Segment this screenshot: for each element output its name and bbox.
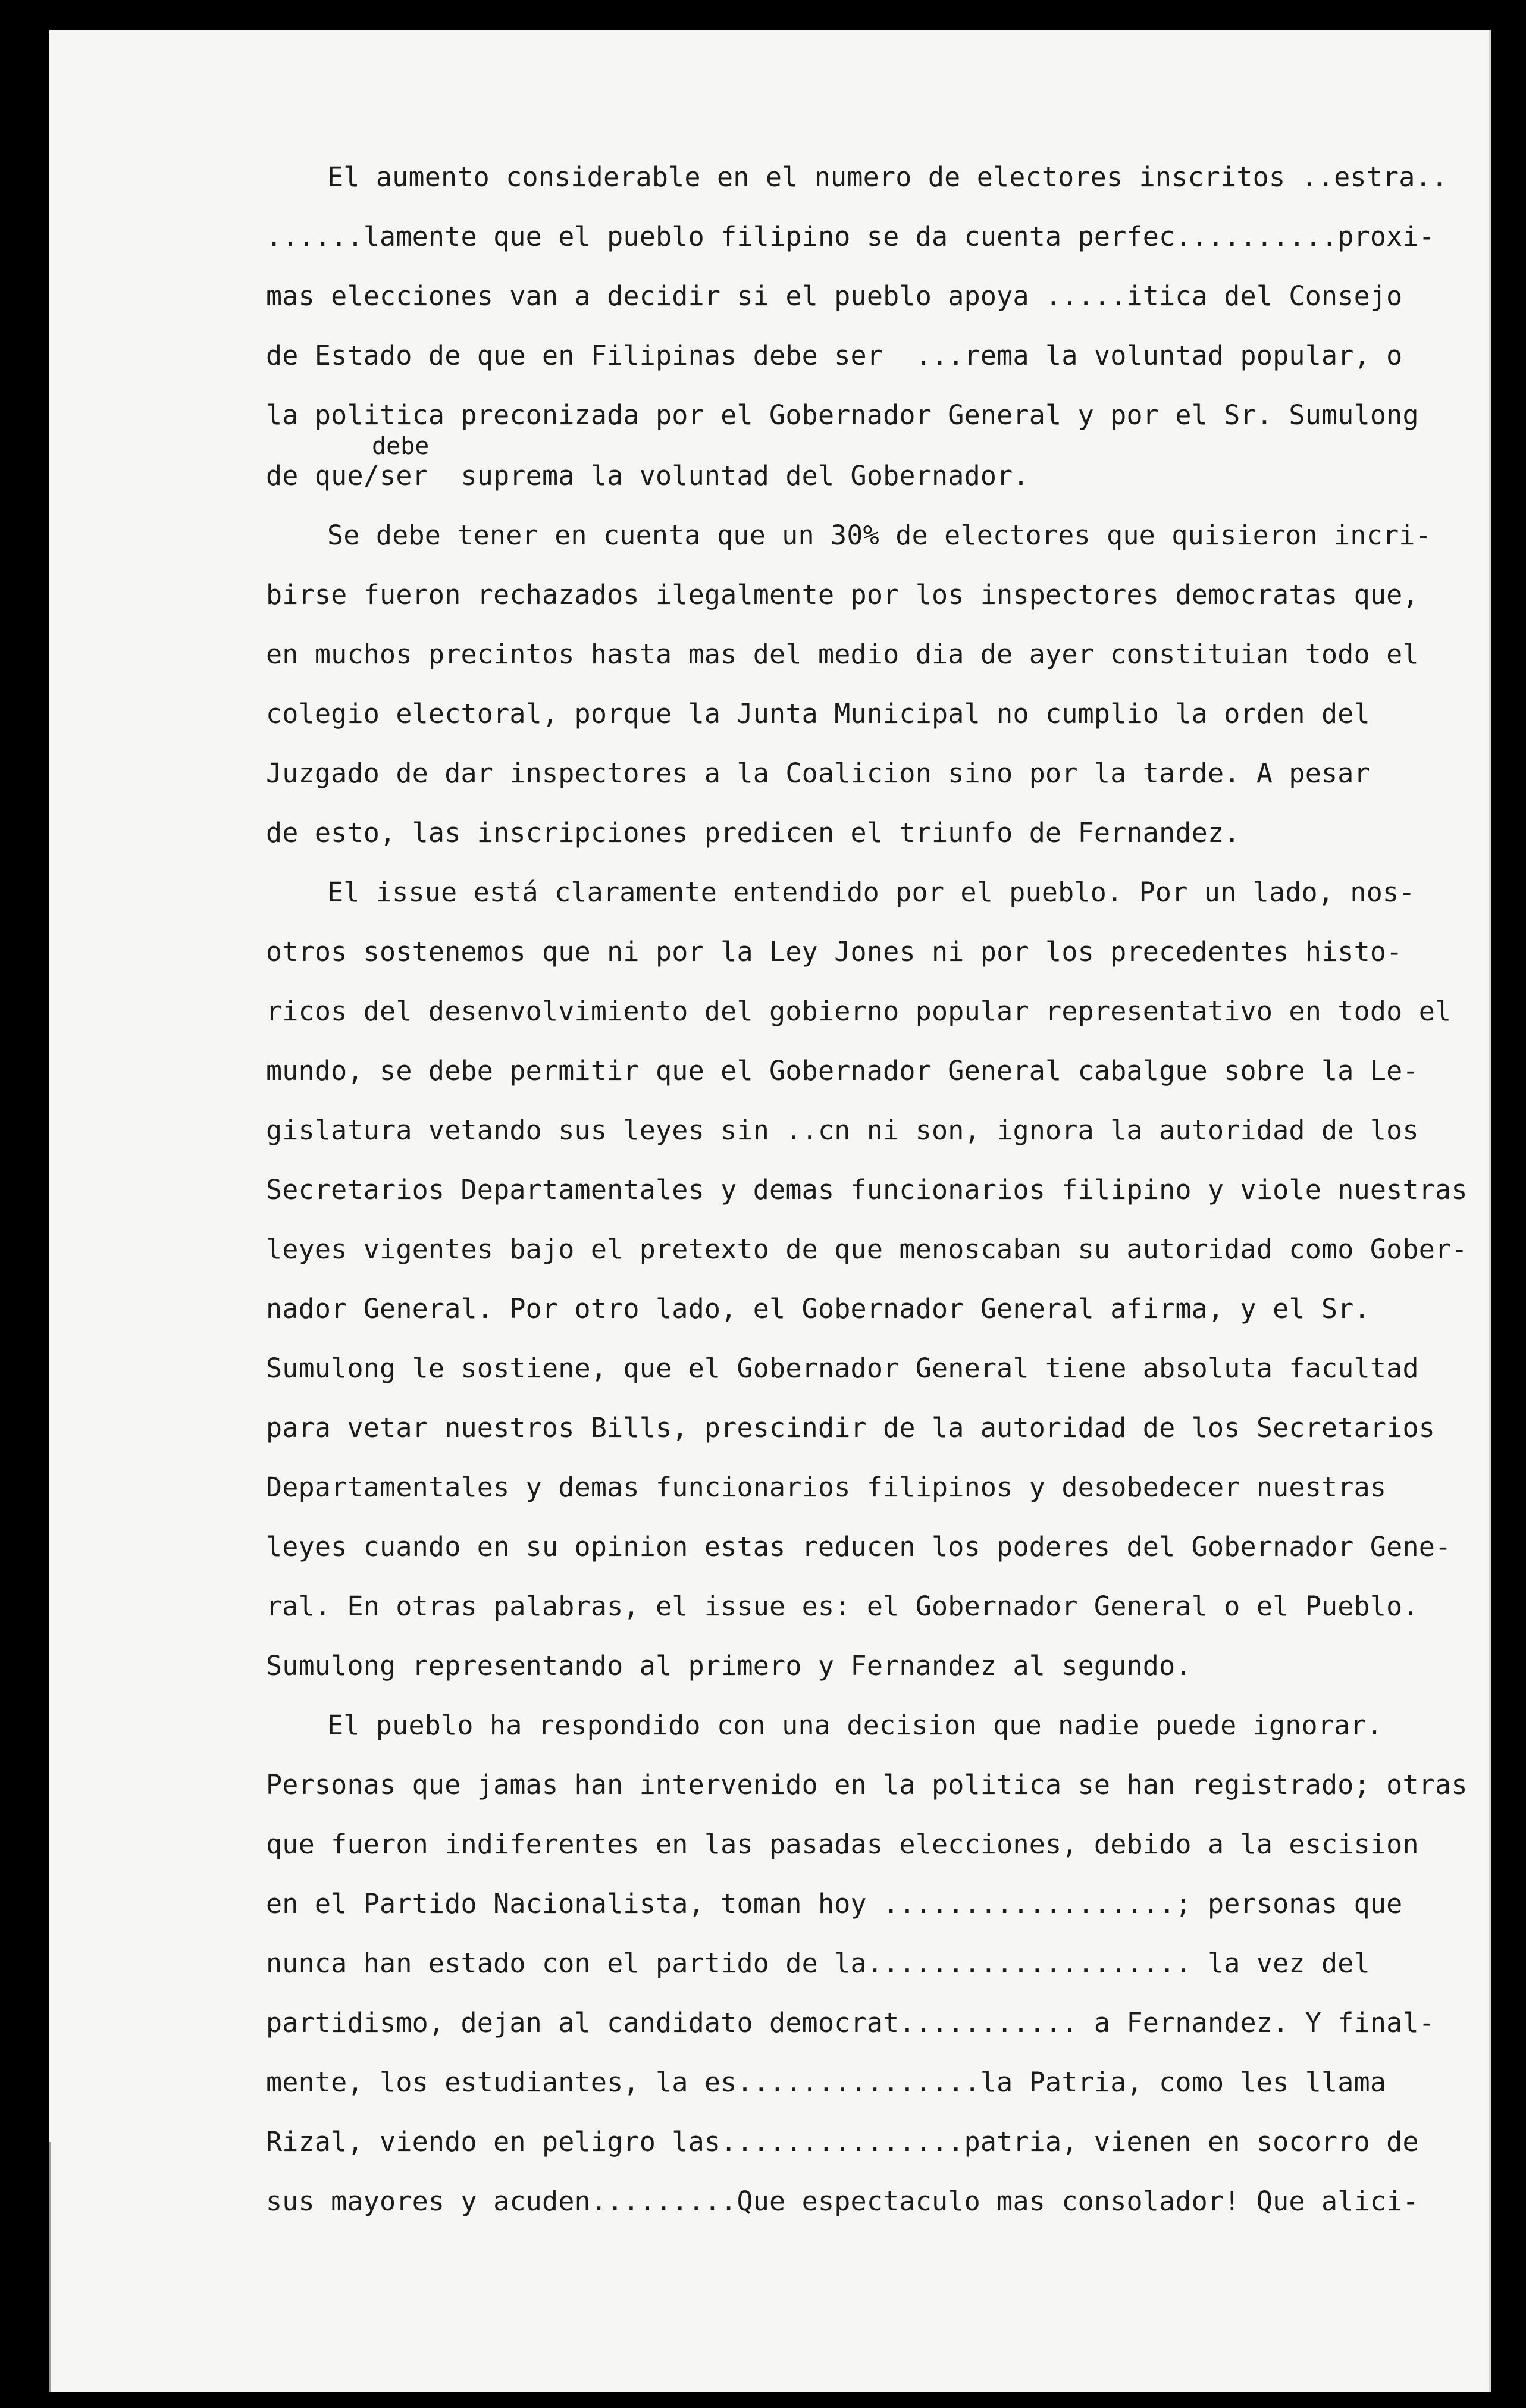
text-line: otros sostenemos que ni por la Ley Jones ni por los precedentes histo- bbox=[266, 936, 1403, 967]
text-line: Departamentales y demas funcionarios filipinos y desobedecer nuestras bbox=[266, 1471, 1387, 1503]
text-line: El issue está claramente entendido por el pueblo. Por un lado, nos- bbox=[327, 876, 1415, 908]
text-line: ral. En otras palabras, el issue es: el Gobernador General o el Pueblo. bbox=[266, 1590, 1419, 1622]
text-line: colegio electoral, porque la Junta Municipal no cumplio la orden del bbox=[266, 698, 1370, 729]
text-line: Juzgado de dar inspectores a la Coalicion sino por la tarde. A pesar bbox=[266, 757, 1370, 789]
text-line: Personas que jamas han intervenido en la politica se han registrado; otras bbox=[266, 1769, 1468, 1800]
text-line: mente, los estudiantes, la es...............la Patria, como les llama bbox=[266, 2066, 1387, 2098]
text-line: Se debe tener en cuenta que un 30% de electores que quisieron incri- bbox=[327, 519, 1431, 551]
text-line: de Estado de que en Filipinas debe ser ...rema la voluntad popular, o bbox=[266, 340, 1403, 371]
text-line: la politica preconizada por el Gobernador General y por el Sr. Sumulong bbox=[266, 399, 1419, 431]
text-line: partidismo, dejan al candidato democrat........... a Fernandez. Y final- bbox=[266, 2007, 1436, 2038]
text-line: para vetar nuestros Bills, prescindir de la autoridad de los Secretarios bbox=[266, 1412, 1436, 1443]
text-line: nunca han estado con el partido de la.................... la vez del bbox=[266, 1947, 1370, 1979]
text-line: leyes vigentes bajo el pretexto de que menoscaban su autoridad como Gober- bbox=[266, 1233, 1468, 1265]
text-line: que fueron indiferentes en las pasadas elecciones, debido a la escision bbox=[266, 1828, 1419, 1860]
text-line: Rizal, viendo en peligro las...............patria, vienen en socorro de bbox=[266, 2126, 1419, 2158]
text-line: leyes cuando en su opinion estas reducen los poderes del Gobernador Gene- bbox=[266, 1531, 1452, 1562]
interlinear-insert: debe bbox=[372, 433, 430, 460]
text-line: mas elecciones van a decidir si el pueblo apoya .....itica del Consejo bbox=[266, 280, 1403, 312]
text-line: Secretarios Departamentales y demas funcionarios filipino y viole nuestras bbox=[266, 1174, 1468, 1205]
text-line: sus mayores y acuden.........Que espectaculo mas consolador! Que alici- bbox=[266, 2185, 1419, 2217]
page-edge-shadow bbox=[49, 2142, 51, 2392]
text-line: El aumento considerable en el numero de electores inscritos ..estra.. bbox=[327, 161, 1448, 193]
text-line: ......lamente que el pueblo filipino se da cuenta perfec..........proxi- bbox=[266, 221, 1436, 252]
text-line: gislatura vetando sus leyes sin ..cn ni son, ignora la autoridad de los bbox=[266, 1114, 1419, 1146]
text-line: nador General. Por otro lado, el Gobernador General afirma, y el Sr. bbox=[266, 1293, 1370, 1324]
text-line: en el Partido Nacionalista, toman hoy ..................; personas que bbox=[266, 1888, 1403, 1919]
text-line: Sumulong representando al primero y Fernandez al segundo. bbox=[266, 1650, 1192, 1681]
text-line: birse fueron rechazados ilegalmente por los inspectores democratas que, bbox=[266, 579, 1419, 610]
text-line: mundo, se debe permitir que el Gobernador General cabalgue sobre la Le- bbox=[266, 1055, 1419, 1086]
text-line: ricos del desenvolvimiento del gobierno popular representativo en todo el bbox=[266, 995, 1452, 1027]
text-line: en muchos precintos hasta mas del medio dia de ayer constituian todo el bbox=[266, 638, 1419, 670]
text-line: El pueblo ha respondido con una decision que nadie puede ignorar. bbox=[327, 1709, 1383, 1741]
text-line: de esto, las inscripciones predicen el triunfo de Fernandez. bbox=[266, 817, 1240, 848]
text-line: Sumulong le sostiene, que el Gobernador General tiene absoluta facultad bbox=[266, 1352, 1419, 1384]
text-line: de que/ser suprema la voluntad del Gobernador. bbox=[266, 460, 1029, 491]
